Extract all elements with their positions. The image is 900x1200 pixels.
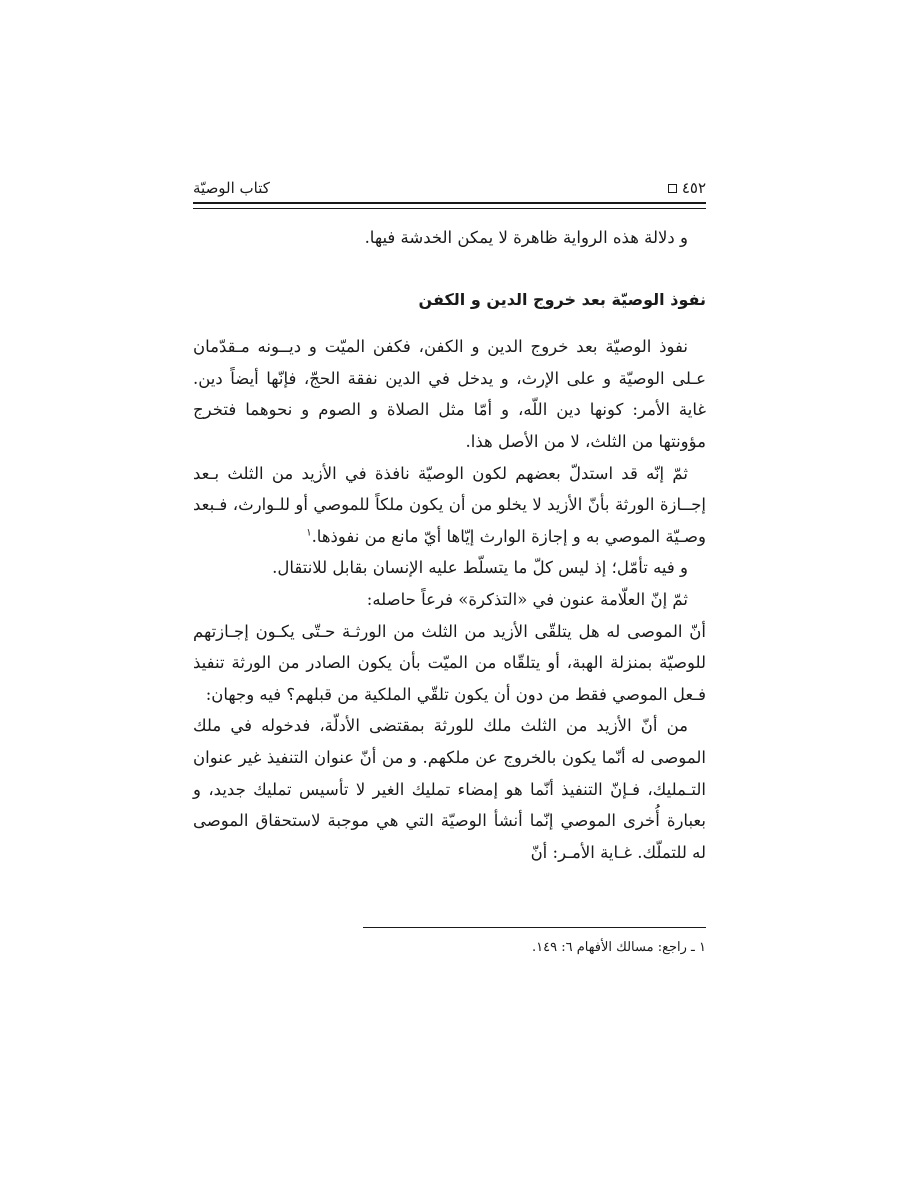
page-number-group [668,179,706,197]
paragraph-2 [193,458,706,553]
book-title: كتاب الوصيّة [193,179,270,197]
square-icon [668,184,677,193]
paragraph-3: و فيه تأمّل؛ إذ ليس كلّ ما يتسلّط عليه الإنسان بقابل للانتقال. [272,558,688,578]
footnote-rule [363,927,706,928]
header-rule-thin [193,208,706,209]
footnote: ١ ـ راجع: مسالك الأفهام ٦: ١٤٩. [532,940,706,955]
paragraph-2-text: ثمّ إنّه قد استدلّ بعضهم لكون الوصيّة نافذة في الأزيد من الثلث بـعد إجــازة الورثة بأنّ الأزيد لا يخلو من أن يكون ملكاً للموصي أو للـوارث، فـبعد وصـيّة الموصي به و إجازة الوارث إيّاها أيّ مانع من نفوذها. [193,463,706,546]
body-text [193,222,706,868]
section-heading: نفوذ الوصيّة بعد خروج الدين و الكفن [418,289,706,309]
paragraph-0: و دلالة هذه الرواية ظاهرة لا يمكن الخدشة فيها. [364,228,688,247]
page-number: ٤٥٢ [681,179,706,197]
header-rule-thick [193,202,706,204]
running-header [193,176,706,200]
paragraph-4: ثمّ إنّ العلّامة عنون في «التذكرة» فرعاً حاصله: [366,589,688,609]
paragraph-1: نفوذ الوصيّة بعد خروج الدين و الكفن، فكفن الميّت و ديــونه مـقدّمان عـلى الوصيّة و على الإرث، و يدخل في الدين نفقة الحجّ، فإنّها أيضاً دين. غاية الأمر: كونها دين اللّه، و أمّا مثل الصلاة و الصوم و نحوهما فتخرج مؤونتها من الثلث، لا من الأصل هذا. [193,337,706,451]
footnote-reference[interactable]: ١ [306,527,312,539]
paragraph-5: أنّ الموصى له هل يتلقّى الأزيد من الثلث من الورثـة حـتّى يكـون إجـازتهم للوصيّة بمنزلة الهبة، أو يتلقّاه من الميّت بأن يكون الصادر من الورثة تنفيذ فـعل الموصي فقط من دون أن يكون تلقّي الملكية من قبلهم؟ فيه وجهان: [193,621,706,704]
paragraph-6: من أنّ الأزيد من الثلث ملك للورثة بمقتضى الأدلّة، فدخوله في ملك الموصى له أنّما يكون بالخروج عن ملكهم. و من أنّ عنوان التنفيذ غير عنوان التـمليك، فـإنّ التنفيذ أنّما هو إمضاء تمليك الغير لا تأسيس تمليك جديد، و بعبارة أُخرى الموصي إنّما أنشأ الوصيّة التي هي موجبة لاستحقاق الموصى له للتملّك. غـاية الأمـر: أنّ [193,716,706,862]
